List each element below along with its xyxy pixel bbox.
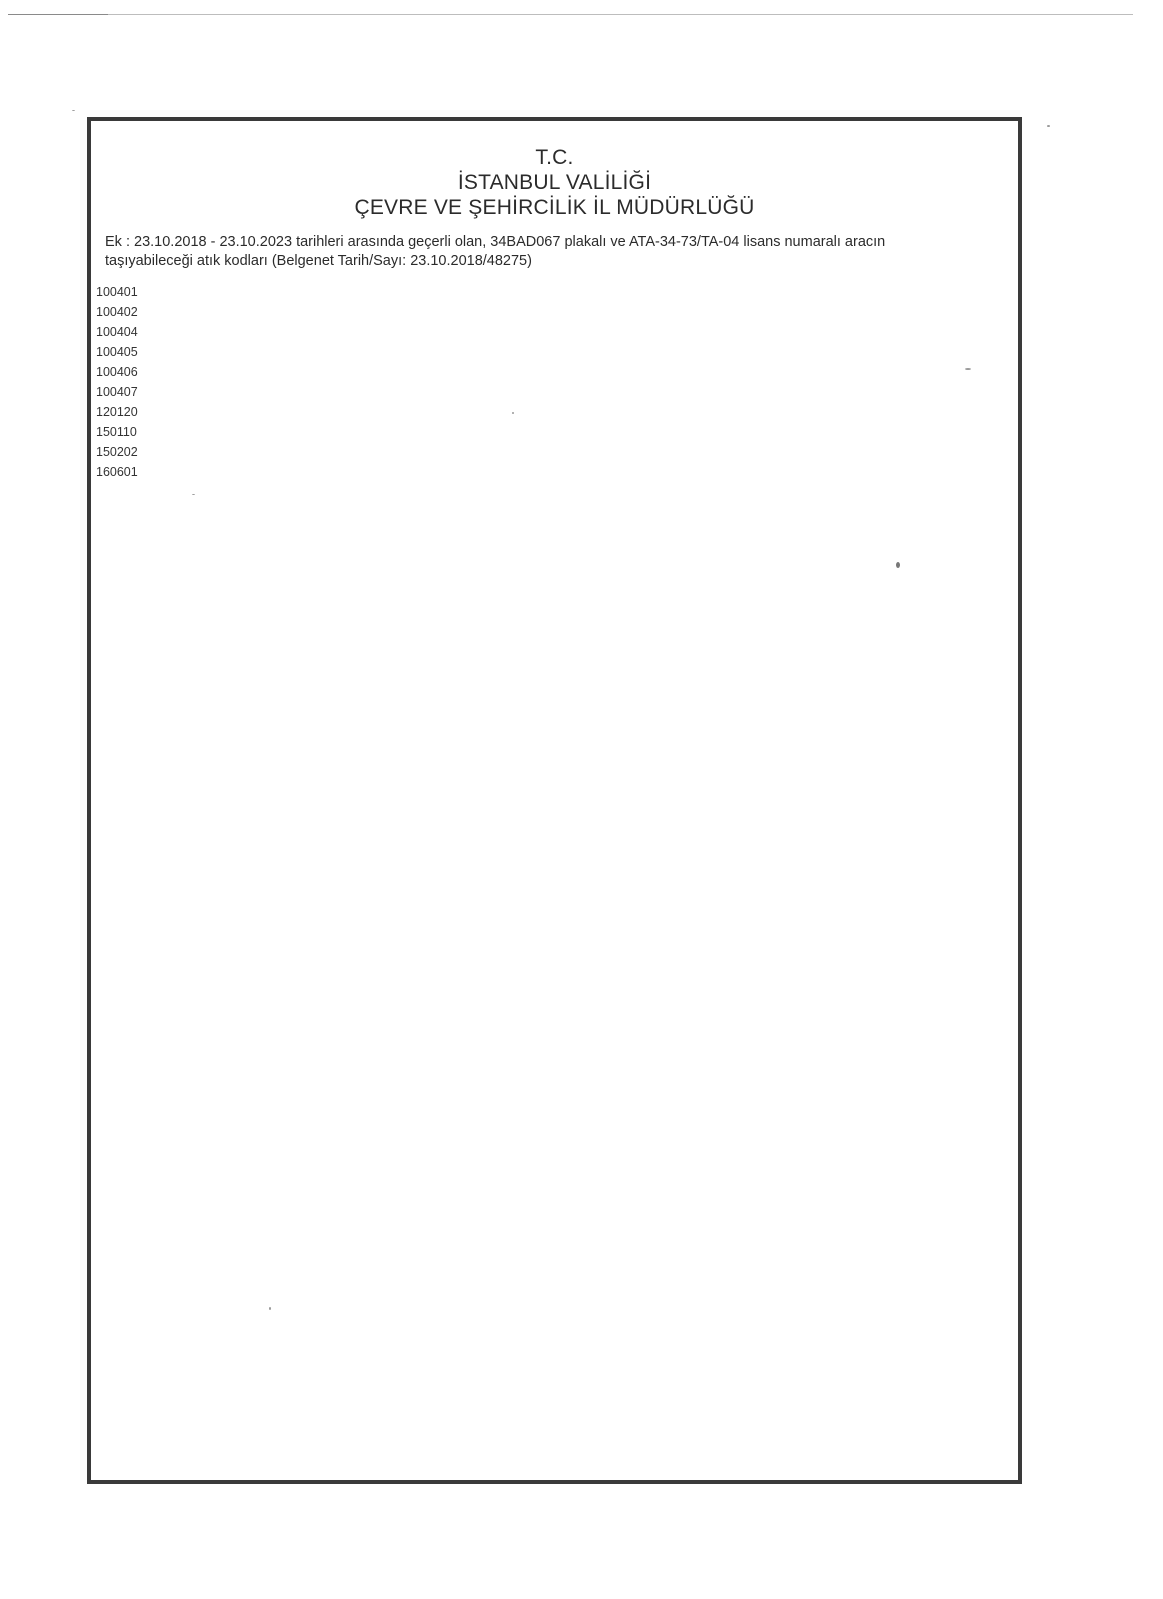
scan-speck: [1047, 125, 1050, 127]
waste-code-item: 100407: [96, 385, 138, 399]
scan-edge-line-dark: [8, 14, 108, 15]
waste-code-item: 100405: [96, 345, 138, 359]
waste-code-item: 100404: [96, 325, 138, 339]
attachment-note-line2: taşıyabileceği atık kodları (Belgenet Tarih/Sayı: 23.10.2018/48275): [105, 253, 532, 269]
document-header: [91, 145, 1018, 220]
waste-code-item: 100401: [96, 285, 138, 299]
scan-speck: [512, 412, 514, 414]
document-frame: [87, 117, 1022, 1484]
waste-code-item: 100402: [96, 305, 138, 319]
waste-code-item: 160601: [96, 465, 138, 479]
waste-code-item: 150202: [96, 445, 138, 459]
header-tc: T.C.: [535, 146, 574, 169]
waste-code-item: 100406: [96, 365, 138, 379]
attachment-note-line1: Ek : 23.10.2018 - 23.10.2023 tarihleri arasında geçerli olan, 34BAD067 plakalı ve ATA-34-73/TA-04 lisans numaralı aracın: [105, 234, 886, 250]
header-governorship: İSTANBUL VALİLİĞİ: [457, 171, 652, 194]
scan-speck: [269, 1307, 271, 1310]
attachment-note: [105, 233, 1005, 271]
waste-code-list: [96, 282, 138, 482]
scan-speck: [896, 562, 900, 568]
scan-speck: [192, 494, 195, 495]
scan-speck: [72, 110, 75, 111]
waste-code-item: 150110: [96, 425, 137, 439]
scan-edge-line: [8, 14, 1133, 15]
waste-code-item: 120120: [96, 405, 138, 419]
scan-speck: [965, 368, 971, 370]
header-directorate: ÇEVRE VE ŞEHİRCİLİK İL MÜDÜRLÜĞÜ: [354, 196, 755, 219]
